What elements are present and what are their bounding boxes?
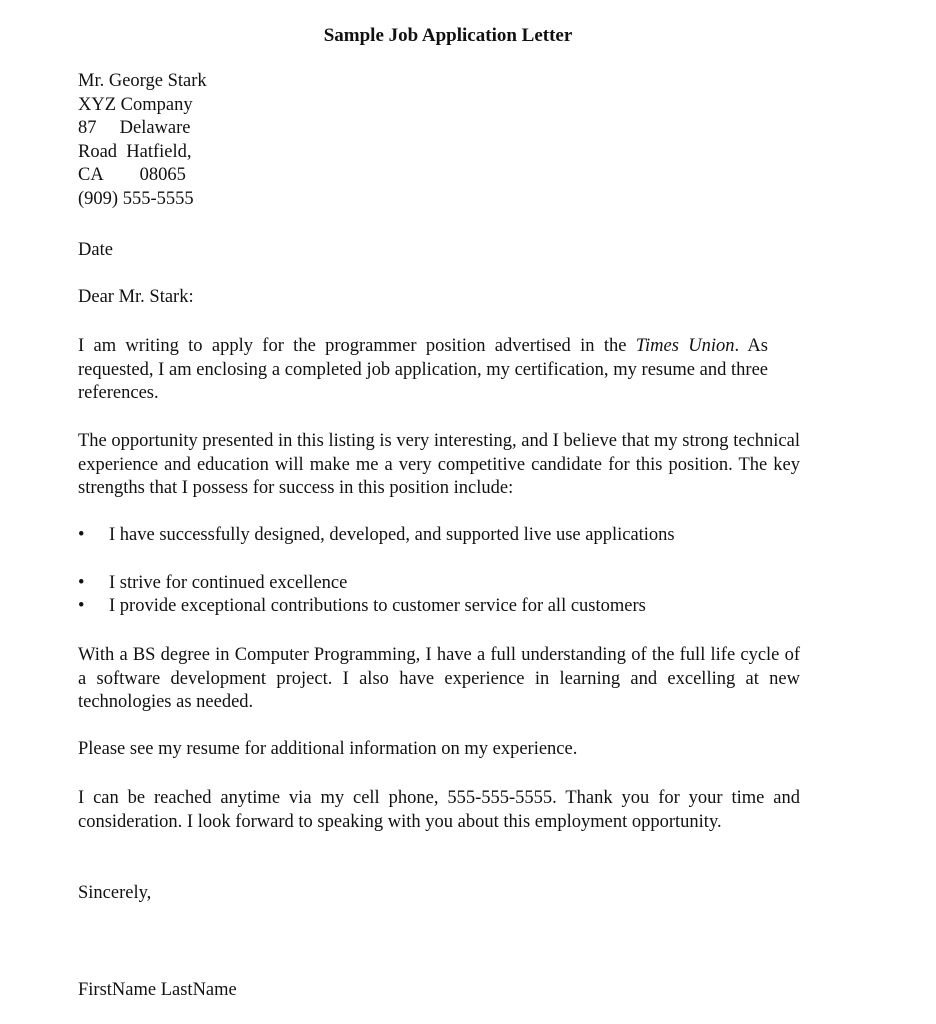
recipient-address-line-1: 87 Delaware bbox=[78, 118, 191, 138]
paragraph-contact: I can be reached anytime via my cell phone, 555-555-5555. Thank you for your time and consideration. I look forward to speaking with you about this employment opportunity. bbox=[78, 788, 800, 832]
strength-text: I have successfully designed, developed, and supported live use applications bbox=[109, 525, 675, 545]
recipient-address-line-3: CA 08065 bbox=[78, 165, 186, 185]
bullet-symbol: • bbox=[78, 572, 85, 593]
paragraph-degree: With a BS degree in Computer Programming, I have a full understanding of the full life cycle of a software development project. I also have experience in learning and excelling at new technologies as needed. bbox=[78, 645, 800, 712]
publication-name: Times Union bbox=[635, 336, 735, 356]
signature-name: FirstName LastName bbox=[78, 980, 237, 1000]
paragraph-opportunity: The opportunity presented in this listing is very interesting, and I believe that my strong technical experience and education will make me a very competitive candidate for this position. The key strengths that I possess for success in this position include: bbox=[78, 431, 800, 498]
recipient-company: XYZ Company bbox=[78, 94, 193, 115]
list-item bbox=[78, 595, 800, 619]
closing: Sincerely, bbox=[78, 883, 152, 903]
list-item bbox=[78, 572, 800, 596]
recipient-name: Mr. George Stark bbox=[78, 71, 207, 91]
recipient-phone: (909) 555-5555 bbox=[78, 188, 194, 209]
strengths-list bbox=[78, 524, 800, 619]
date-label: Date bbox=[78, 240, 113, 260]
salutation: Dear Mr. Stark: bbox=[78, 287, 194, 307]
paragraph-intro bbox=[78, 335, 768, 406]
paragraph-resume: Please see my resume for additional information on my experience. bbox=[78, 739, 578, 759]
bullet-symbol: • bbox=[78, 596, 85, 616]
strength-text: I strive for continued excellence bbox=[109, 572, 348, 593]
paragraph-intro-text-before: I am writing to apply for the programmer position advertised in the bbox=[78, 336, 636, 356]
letter-title: Sample Job Application Letter bbox=[323, 25, 573, 46]
recipient-address-line-2: Road Hatfield, bbox=[78, 141, 192, 162]
list-item bbox=[78, 524, 800, 548]
recipient-address bbox=[78, 70, 207, 211]
paragraph-intro-text-after: . As requested, I am enclosing a completed job application, my certification, my resume and three references. bbox=[78, 336, 768, 403]
bullet-symbol: • bbox=[78, 525, 85, 545]
strength-text: I provide exceptional contributions to customer service for all customers bbox=[109, 596, 646, 616]
